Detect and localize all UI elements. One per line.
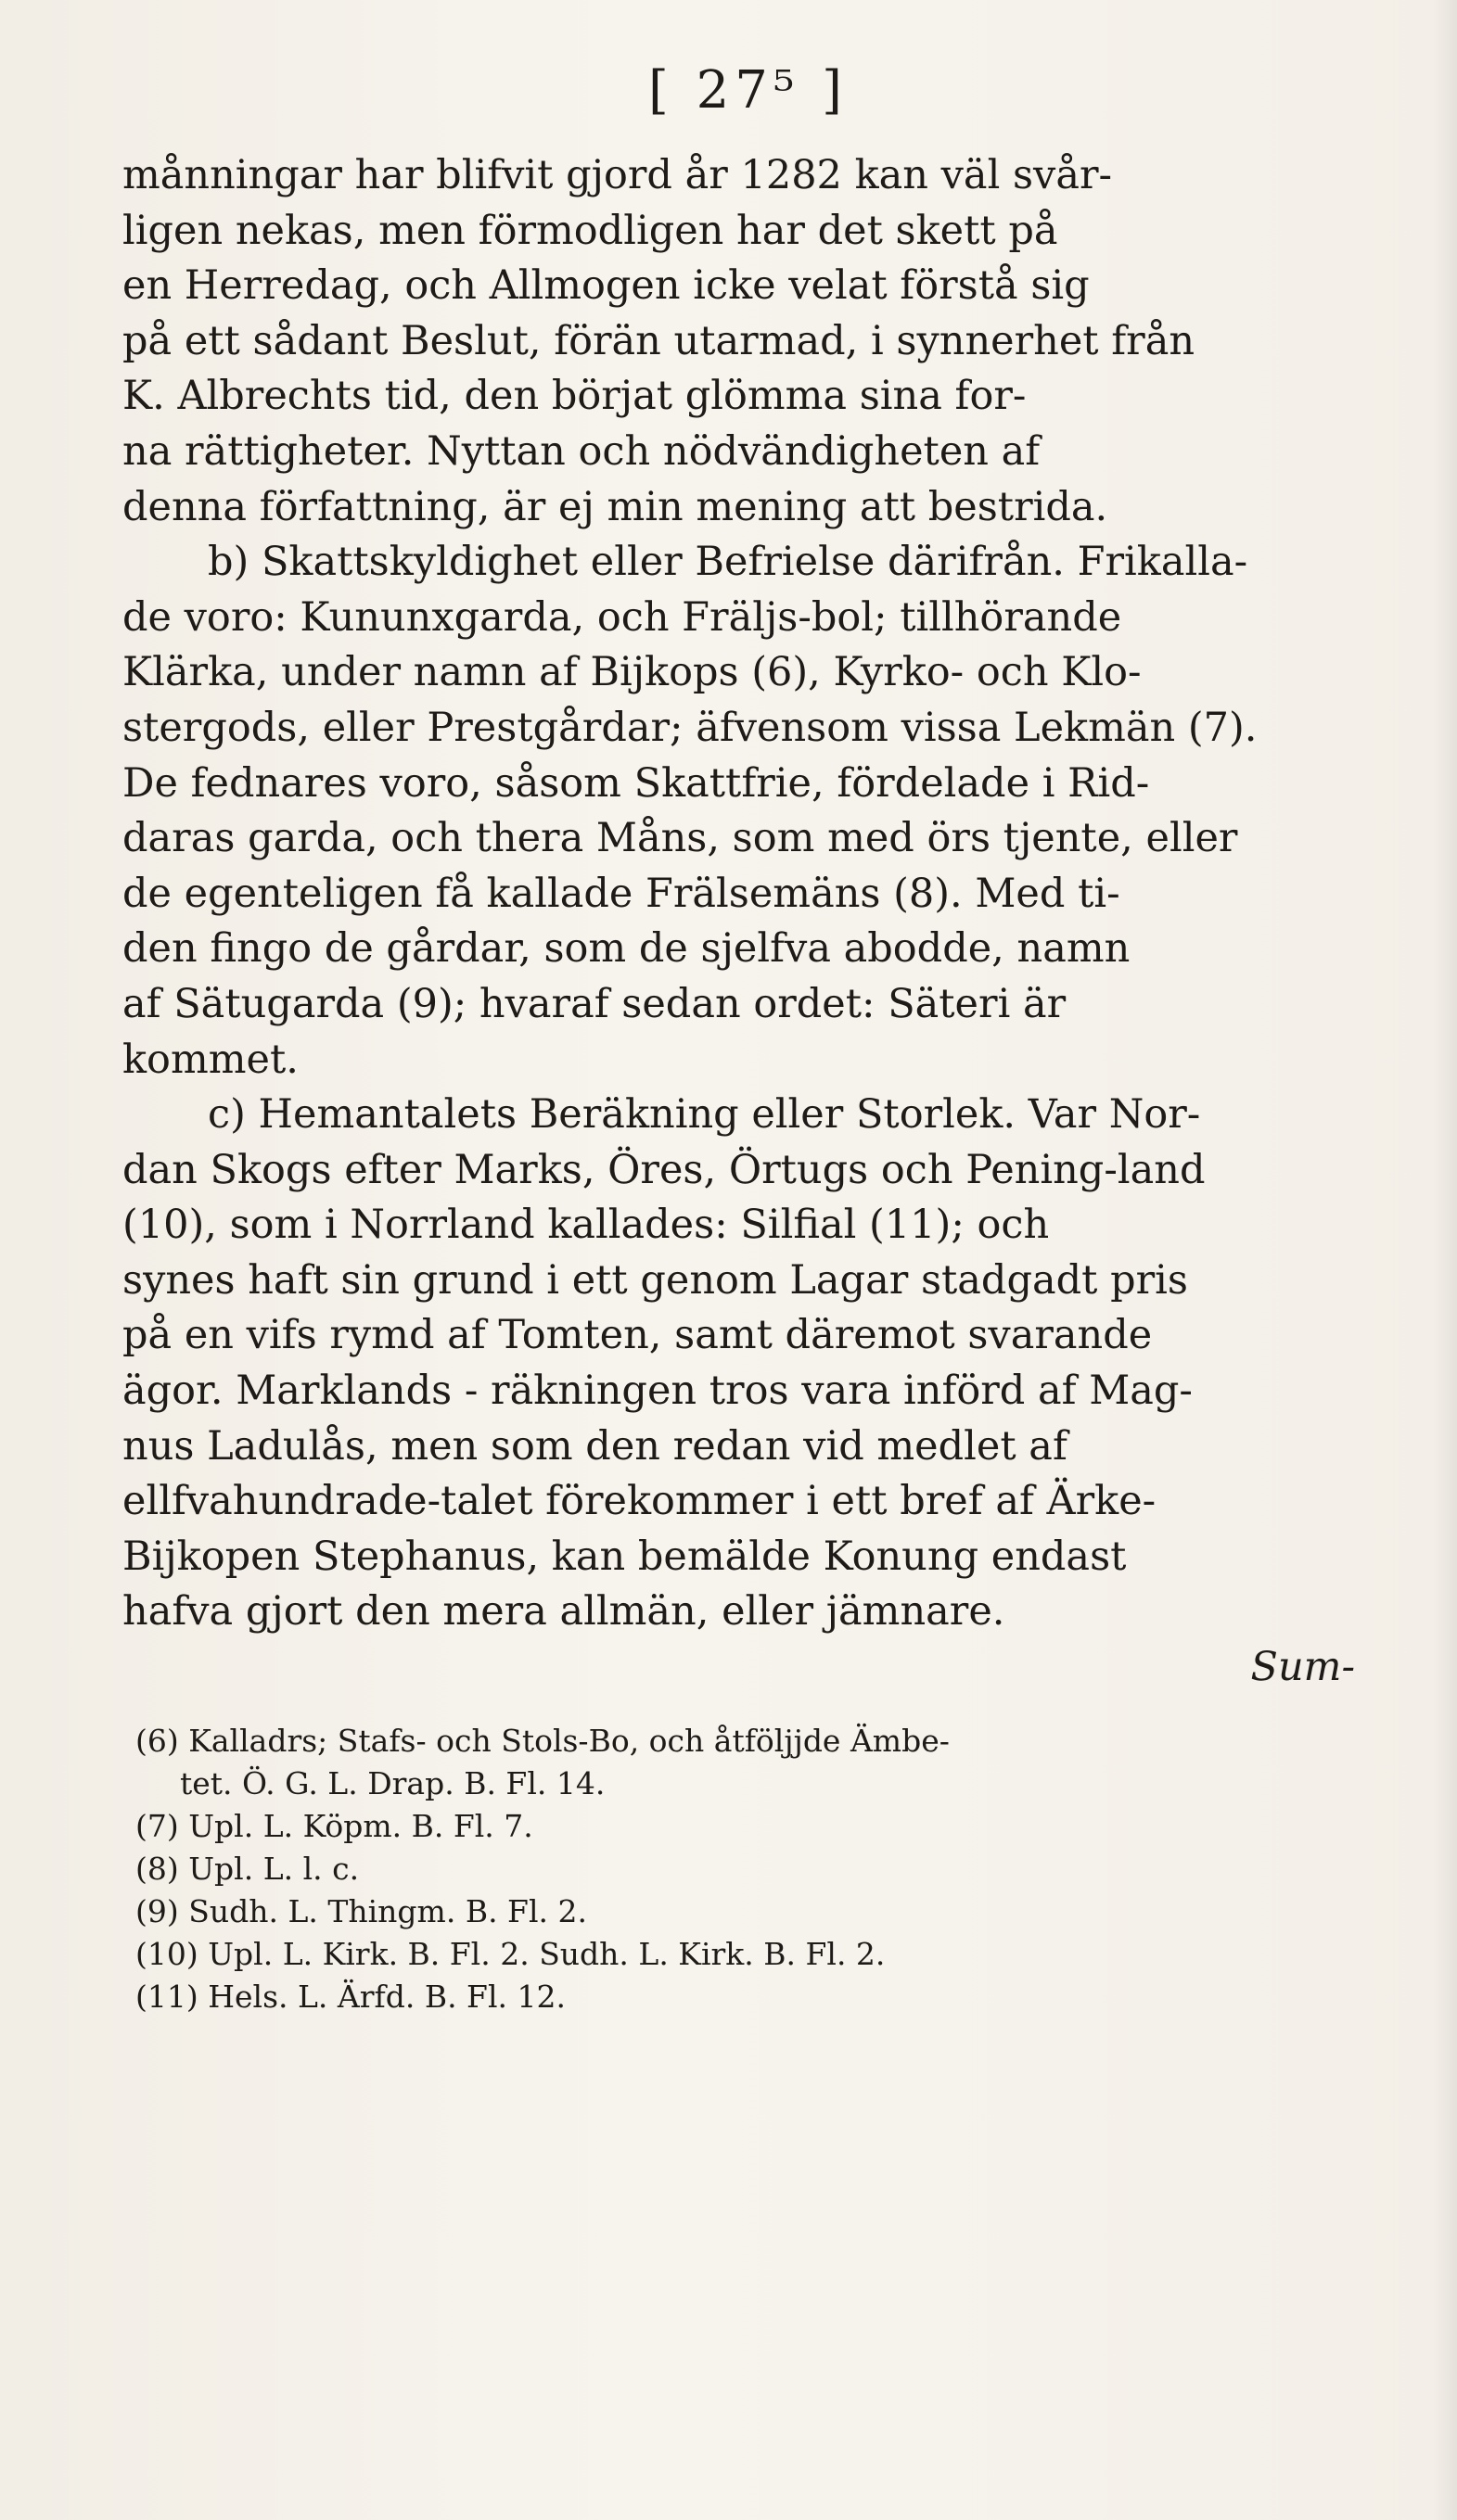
text-line: af Sätugarda (9); hvaraf sedan ordet: Säteri är xyxy=(122,980,1067,1027)
text-line: Bijkopen Stephanus, kan bemälde Konung endast xyxy=(122,1533,1127,1580)
text-line: denna författning, är ej min mening att bestrida. xyxy=(122,483,1108,530)
footnote-line: (9) Sudh. L. Thingm. B. Fl. 2. xyxy=(135,1892,587,1929)
page-edge-shadow xyxy=(1433,0,1457,2520)
text-line: de egenteligen få kallade Frälsemäns (8). Med ti- xyxy=(122,870,1120,917)
text-line: på en vifs rymd af Tomten, samt däremot svarande xyxy=(122,1312,1153,1359)
text-line: K. Albrechts tid, den börjat glömma sina for- xyxy=(122,373,1027,420)
text-line: daras garda, och thera Måns, som med örs tjente, eller xyxy=(122,815,1238,862)
section-heading-line: b) Skattskyldighet eller Befrielse därifrån. Frikalla- xyxy=(208,539,1248,586)
text-line: månningar har blifvit gjord år 1282 kan väl svår- xyxy=(122,152,1113,198)
text-line: De fednares voro, såsom Skattfrie, fördelade i Rid- xyxy=(122,759,1150,807)
text-line: ellfvahundrade-talet förekommer i ett bref af Ärke- xyxy=(122,1478,1157,1525)
text-line: dan Skogs efter Marks, Öres, Örtugs och Pening-land xyxy=(122,1146,1206,1193)
footnote-line: tet. Ö. G. L. Drap. B. Fl. 14. xyxy=(180,1764,606,1801)
text-line: de voro: Kununxgarda, och Fräljs-bol; tillhörande xyxy=(122,593,1122,641)
text-line: na rättigheter. Nyttan och nödvändigheten af xyxy=(122,427,1041,475)
footnote-line: (8) Upl. L. l. c. xyxy=(135,1850,360,1887)
section-heading-line: c) Hemantalets Beräkning eller Storlek. Var Nor- xyxy=(208,1091,1201,1139)
catchword: Sum- xyxy=(1250,1644,1355,1691)
text-line: en Herredag, och Allmogen icke velat förstå sig xyxy=(122,262,1090,310)
footnotes xyxy=(122,1720,1374,2018)
footnote-line: (11) Hels. L. Ärfd. B. Fl. 12. xyxy=(135,1978,566,2015)
footnote-line: (10) Upl. L. Kirk. B. Fl. 2. Sudh. L. Kirk. B. Fl. 2. xyxy=(135,1935,886,1972)
text-line: ägor. Marklands - räkningen tros vara införd af Mag- xyxy=(122,1368,1193,1415)
footnote-line: (6) Kalladrs; Stafs- och Stols-Bo, och åtföljjde Ämbe- xyxy=(135,1722,950,1759)
text-line: hafva gjort den mera allmän, eller jämnare. xyxy=(122,1588,1005,1635)
text-line: den fingo de gårdar, som de sjelfva abodde, namn xyxy=(122,925,1131,973)
text-line: Klärka, under namn af Bijkops (6), Kyrko- och Klo- xyxy=(122,649,1142,696)
text-line: synes haft sin grund i ett genom Lagar stadgadt pris xyxy=(122,1256,1188,1304)
text-line: nus Ladulås, men som den redan vid medlet af xyxy=(122,1422,1067,1470)
text-line: (10), som i Norrland kallades: Silfial (11); och xyxy=(122,1202,1050,1249)
text-line: ligen nekas, men förmodligen har det skett på xyxy=(122,207,1058,254)
main-text xyxy=(122,148,1374,1696)
page-header: [ 27⁵ ] xyxy=(647,60,848,121)
text-line: kommet. xyxy=(122,1036,299,1083)
footnote-line: (7) Upl. L. Köpm. B. Fl. 7. xyxy=(135,1807,533,1844)
text-line: stergods, eller Prestgårdar; äfvensom vissa Lekmän (7). xyxy=(122,704,1258,751)
text-line: på ett sådant Beslut, förän utarmad, i synnerhet från xyxy=(122,317,1195,364)
